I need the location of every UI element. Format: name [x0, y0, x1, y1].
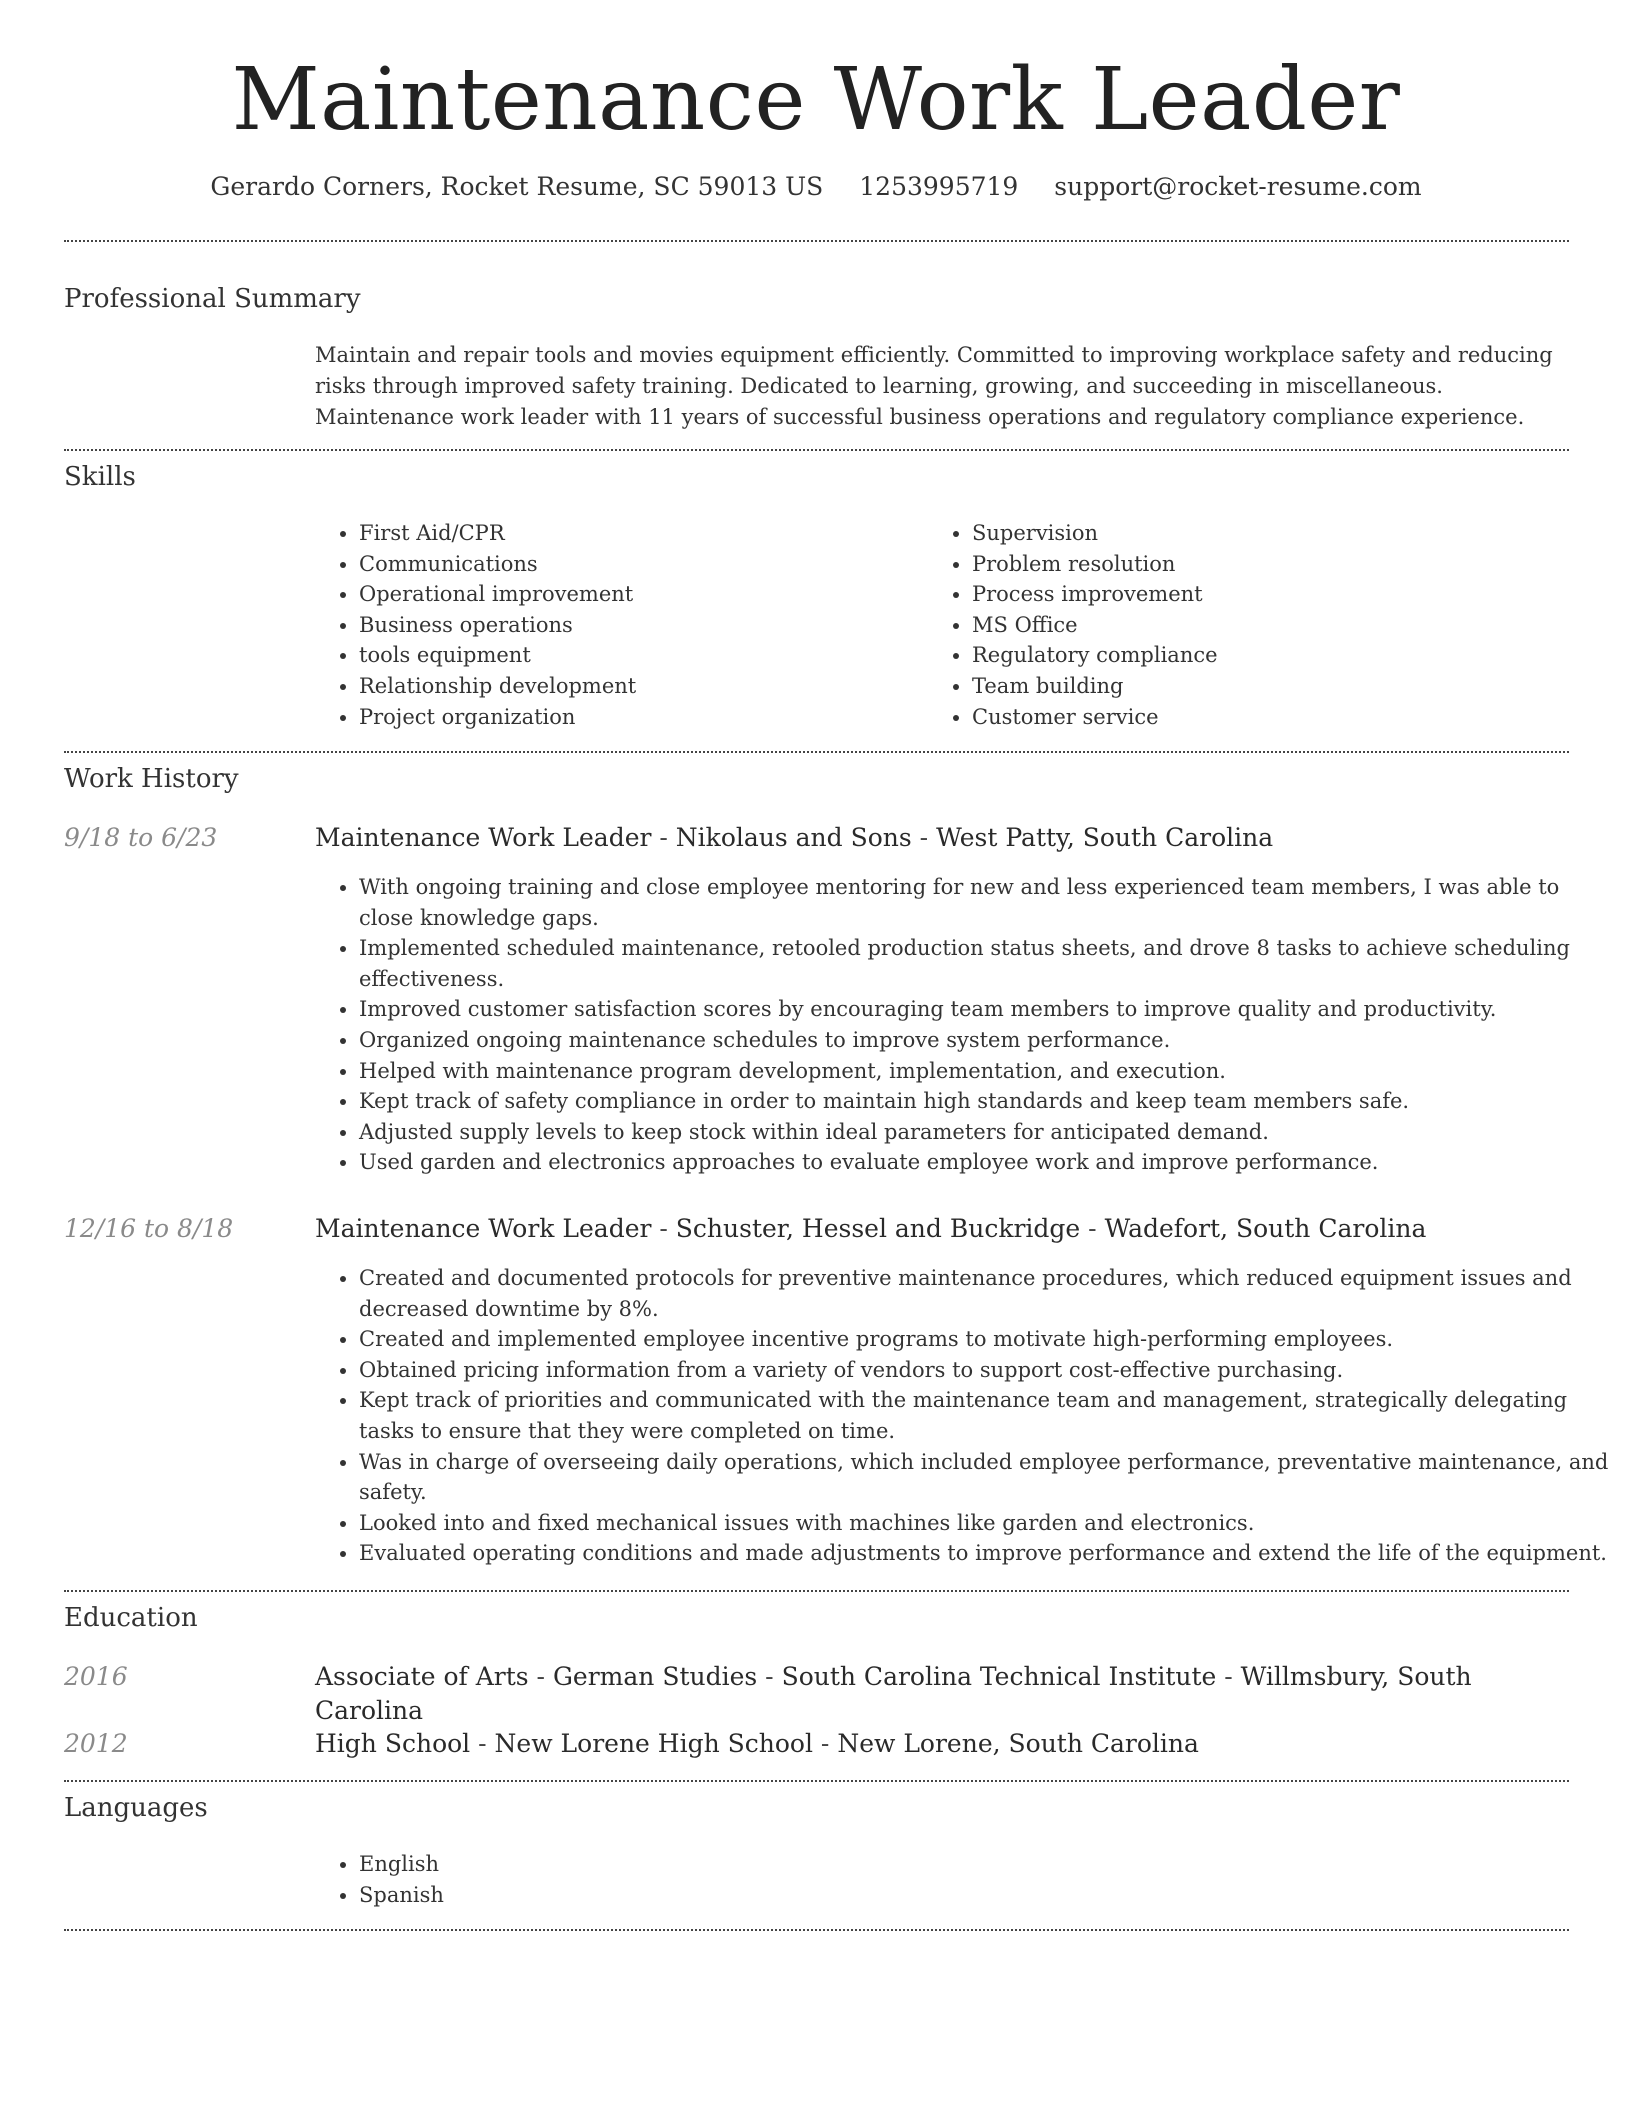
contact-phone: 1253995719: [859, 172, 1019, 201]
separator: -: [528, 1662, 553, 1691]
languages-list: [315, 1849, 959, 1910]
skills-list-right: [928, 518, 1572, 732]
job-dates: 9/18 to 6/23: [64, 823, 218, 852]
contact-line: [0, 170, 1632, 204]
job-bullet: • Adjusted supply levels to keep stock within ideal parameters for anticipated demand.: [359, 1117, 1599, 1148]
job-bullet: • Implemented scheduled maintenance, retooled production status sheets, and drove 8 tasks to achieve scheduling effectiveness.: [359, 933, 1599, 994]
job-bullet: • Obtained pricing information from a variety of vendors to support cost-effective purchasing.: [359, 1355, 1609, 1386]
degree: High School: [315, 1729, 471, 1758]
separator: -: [1216, 1662, 1241, 1691]
job-bullet: • Kept track of priorities and communicated with the maintenance team and management, strategically delegating tasks to ensure that they were completed on time.: [359, 1385, 1609, 1446]
job-bullets: [315, 1263, 1609, 1569]
skill-item: • Operational improvement: [359, 579, 919, 610]
skills-list-left: [315, 518, 919, 732]
school-location: Willmsbury, South Carolina: [315, 1662, 1472, 1725]
separator: -: [651, 1214, 676, 1243]
skill-item: • Process improvement: [972, 579, 1572, 610]
skill-item: • First Aid/CPR: [359, 518, 919, 549]
skill-item: • Customer service: [972, 702, 1572, 733]
job-title: Maintenance Work Leader: [315, 823, 652, 852]
job-location: West Patty, South Carolina: [936, 823, 1274, 852]
job-company: Schuster, Hessel and Buckridge: [675, 1214, 1081, 1243]
separator: -: [911, 823, 937, 852]
job-bullet: • Created and documented protocols for preventive maintenance procedures, which reduced equipment issues and decreased downtime by 8%.: [359, 1263, 1609, 1324]
skill-item: • MS Office: [972, 610, 1572, 641]
job-title: Maintenance Work Leader: [315, 1214, 652, 1243]
work-history-heading: Work History: [64, 764, 239, 794]
summary-heading: Professional Summary: [64, 284, 361, 314]
separator: -: [1080, 1214, 1105, 1243]
languages-heading: Languages: [64, 1793, 208, 1823]
skill-item: • Communications: [359, 549, 919, 580]
education-year: 2016: [64, 1662, 128, 1691]
job-heading: [315, 821, 1575, 855]
contact-address: Gerardo Corners, Rocket Resume, SC 59013 US: [210, 172, 824, 201]
job-bullet: • Looked into and fixed mechanical issues with machines like garden and electronics.: [359, 1508, 1609, 1539]
section-divider: [64, 1590, 1569, 1592]
school-location: New Lorene, South Carolina: [837, 1729, 1199, 1758]
job-bullets: [315, 872, 1599, 1178]
section-divider: [64, 449, 1569, 451]
job-dates: 12/16 to 8/18: [64, 1214, 234, 1243]
education-year: 2012: [64, 1729, 128, 1758]
job-bullet: • Was in charge of overseeing daily operations, which included employee performance, preventative maintenance, and safety.: [359, 1447, 1609, 1508]
school-name: South Carolina Technical Institute: [781, 1662, 1217, 1691]
skill-item: • Team building: [972, 671, 1572, 702]
contact-email: support@rocket-resume.com: [1054, 172, 1422, 201]
education-entry: [315, 1727, 1575, 1761]
job-bullet: • Created and implemented employee incentive programs to motivate high-performing employees.: [359, 1324, 1609, 1355]
section-divider: [64, 1780, 1569, 1782]
skill-item: • Project organization: [359, 702, 919, 733]
field-of-study: German Studies: [552, 1662, 758, 1691]
section-divider: [64, 1929, 1569, 1931]
separator: -: [651, 823, 676, 852]
school-name: New Lorene High School: [494, 1729, 813, 1758]
separator: -: [757, 1662, 782, 1691]
education-entry: [315, 1660, 1575, 1728]
degree: Associate of Arts: [315, 1662, 529, 1691]
job-bullet: • Kept track of safety compliance in order to maintain high standards and keep team members safe.: [359, 1086, 1599, 1117]
skill-item: • tools equipment: [359, 640, 919, 671]
skill-item: • Relationship development: [359, 671, 919, 702]
separator: -: [470, 1729, 495, 1758]
job-bullet: • With ongoing training and close employee mentoring for new and less experienced team members, I was able to close knowledge gaps.: [359, 872, 1599, 933]
job-bullet: • Improved customer satisfaction scores by encouraging team members to improve quality and productivity.: [359, 994, 1599, 1025]
job-heading: [315, 1212, 1575, 1246]
job-bullet: • Helped with maintenance program development, implementation, and execution.: [359, 1056, 1599, 1087]
candidate-name: Maintenance Work Leader: [231, 50, 1401, 150]
summary-text: Maintain and repair tools and movies equipment efficiently. Committed to improving workplace safety and reducing risks through improved safety training. Dedicated to learning, growing, and succeeding in miscellaneous. Maintenance work leader with 11 years of successful business operations and regulatory compliance experience.: [315, 343, 1553, 429]
job-bullet: • Used garden and electronics approaches to evaluate employee work and improve performance.: [359, 1147, 1599, 1178]
job-location: Wadefort, South Carolina: [1104, 1214, 1427, 1243]
skill-item: • Regulatory compliance: [972, 640, 1572, 671]
skill-item: • Business operations: [359, 610, 919, 641]
skills-heading: Skills: [64, 462, 136, 492]
language-item: • Spanish: [359, 1880, 959, 1911]
language-item: • English: [359, 1849, 959, 1880]
section-divider: [64, 751, 1569, 753]
skill-item: • Problem resolution: [972, 549, 1572, 580]
job-bullet: • Evaluated operating conditions and made adjustments to improve performance and extend the life of the equipment.: [359, 1538, 1609, 1569]
job-company: Nikolaus and Sons: [675, 823, 912, 852]
separator: -: [812, 1729, 838, 1758]
job-bullet: • Organized ongoing maintenance schedules to improve system performance.: [359, 1025, 1599, 1056]
education-heading: Education: [64, 1603, 198, 1633]
skill-item: • Supervision: [972, 518, 1572, 549]
section-divider: [64, 240, 1569, 242]
